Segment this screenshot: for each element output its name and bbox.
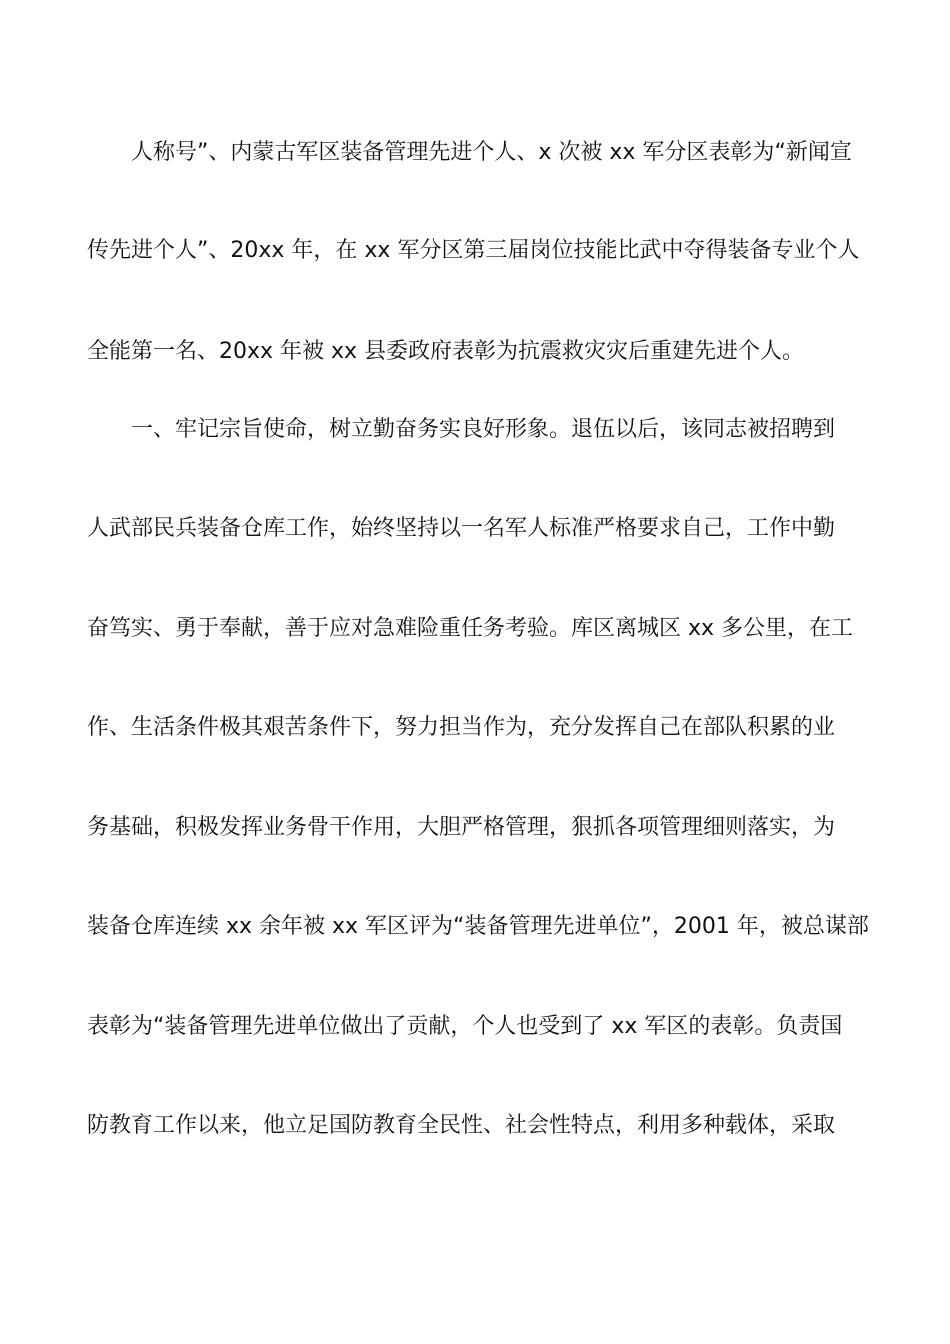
text-line-8: 务基础，积极发挥业务骨干作用，大胆严格管理，狠抓各项管理细则落实，为: [87, 815, 836, 840]
text-line-9: 装备仓库连续 xx 余年被 xx 军区评为“装备管理先进单位”，2001 年，被总谋部: [87, 914, 869, 939]
text-line-11: 防教育工作以来，他立足国防教育全民性、社会性特点，利用多种载体，采取: [87, 1113, 836, 1138]
text-line-1: 人称号”、内蒙古军区装备管理先进个人、x 次被 xx 军分区表彰为“新闻宣: [131, 140, 852, 165]
text-line-6: 奋笃实、勇于奉献，善于应对急难险重任务考验。库区离城区 xx 多公里，在工: [87, 616, 854, 641]
text-line-4: 一、牢记宗旨使命，树立勤奋务实良好形象。退伍以后，该同志被招聘到: [131, 417, 836, 442]
text-line-2: 传先进个人”、20xx 年，在 xx 军分区第三届岗位技能比武中夺得装备专业个人: [87, 238, 860, 263]
text-line-7: 作、生活条件极其艰苦条件下，努力担当作为，充分发挥自己在部队积累的业: [87, 715, 836, 740]
text-line-5: 人武部民兵装备仓库工作，始终坚持以一名军人标准严格要求自己，工作中勤: [87, 516, 836, 541]
text-line-3: 全能第一名、20xx 年被 xx 县委政府表彰为抗震救灾灾后重建先进个人。: [87, 339, 805, 364]
text-line-10: 表彰为“装备管理先进单位做出了贡献，个人也受到了 xx 军区的表彰。负责国: [87, 1014, 843, 1039]
